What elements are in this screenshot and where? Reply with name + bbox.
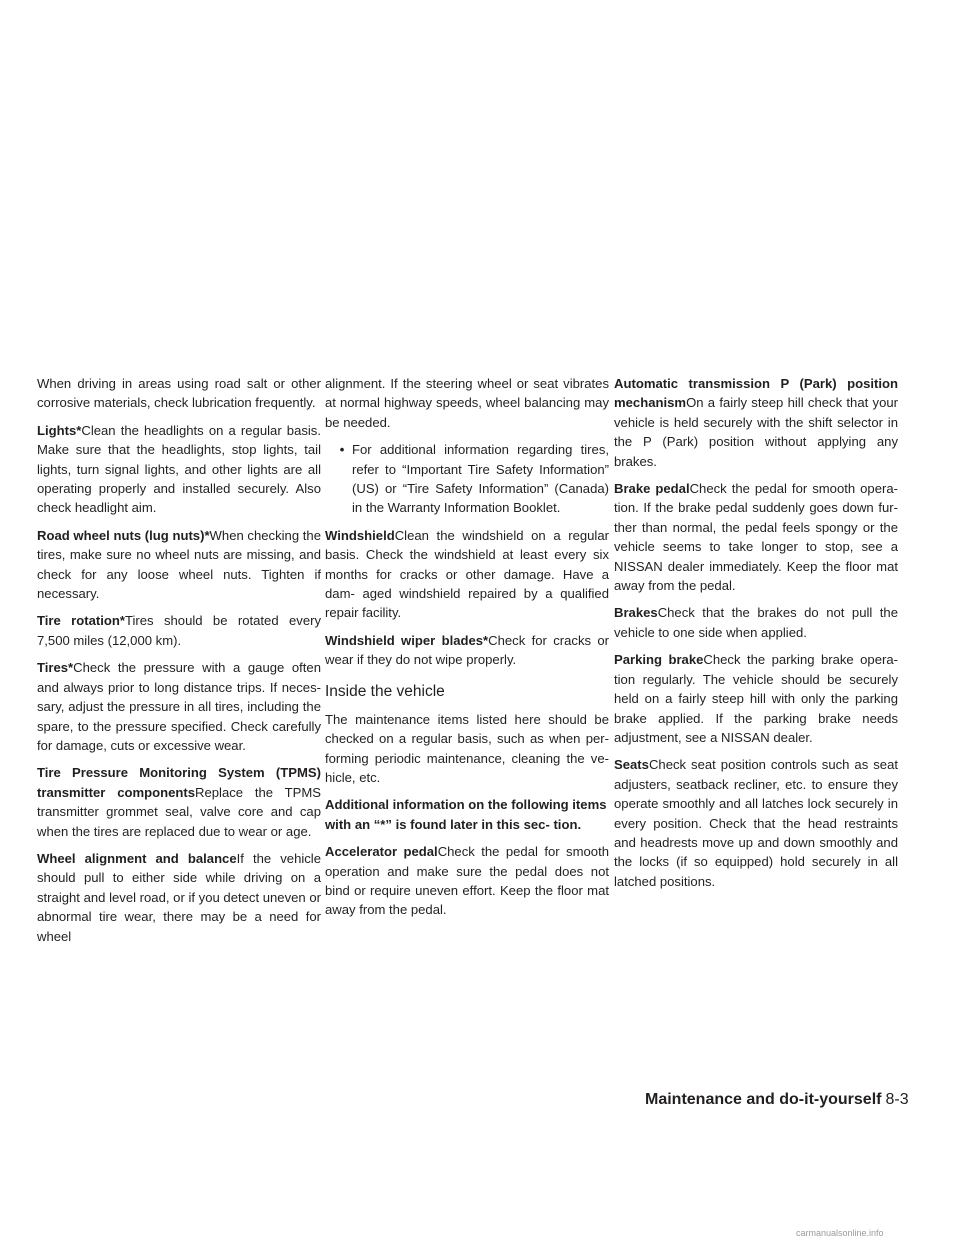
section-heading: Inside the vehicle bbox=[325, 682, 445, 700]
term-label: Road wheel nuts (lug nuts)* bbox=[37, 527, 210, 543]
term-body: Check the pedal for smooth operation and make sure the pedal does not bind or require uneven effort. Keep the floor mat away from the pedal. bbox=[325, 844, 609, 918]
item-wiper-blades bbox=[325, 631, 609, 670]
bullet-item bbox=[325, 440, 609, 518]
term-label: Tire rotation* bbox=[37, 613, 125, 629]
term-body: Check the parking brake opera- tion regularly. The vehicle should be securely held on a fairly steep hill with only the parking brake applied. If the parking brake needs adjustment, see a NISSAN dealer. bbox=[614, 652, 898, 745]
item-road-wheel-nuts bbox=[37, 526, 321, 604]
term-label: Lights* bbox=[37, 422, 82, 438]
item-park-mechanism bbox=[614, 374, 898, 471]
term-body: On a fairly steep hill check that your vehicle is held securely with the shift selector in the P (Park) position without applying any brakes. bbox=[614, 395, 898, 469]
item-windshield bbox=[325, 526, 609, 623]
term-label: Seats bbox=[614, 757, 649, 773]
item-brake-pedal bbox=[614, 479, 898, 595]
column-left bbox=[37, 374, 321, 954]
term-label: Brakes bbox=[614, 605, 658, 621]
page-footer bbox=[645, 1090, 925, 1110]
intro-paragraph: When driving in areas using road salt or other corrosive materials, check lubrication frequently. bbox=[37, 376, 321, 411]
item-wheel-alignment bbox=[37, 849, 321, 946]
term-body: If the vehicle should pull to either side while driving on a straight and level road, or if you detect uneven or abnormal tire wear, there may be a need for wheel bbox=[37, 850, 322, 944]
bullet-text: For additional information regarding tires, refer to “Important Tire Safety Information” (US) or “Tire Safety Information” (Canada) in the Warranty Information Booklet. bbox=[352, 442, 609, 516]
item-tire-rotation bbox=[37, 611, 321, 650]
item-tires bbox=[37, 658, 321, 755]
term-label: Windshield bbox=[325, 527, 395, 543]
term-body: Check that the brakes do not pull the vehicle to one side when applied. bbox=[614, 605, 898, 640]
item-lights bbox=[37, 421, 321, 518]
item-seats bbox=[614, 755, 898, 891]
column-middle bbox=[325, 374, 609, 928]
term-label: Tires* bbox=[37, 660, 74, 676]
section-intro-paragraph: The maintenance items listed here should be checked on a regular basis, such as when per- forming periodic maintenance, cleaning the ve- hicle, etc. bbox=[325, 711, 609, 785]
continuation-paragraph: alignment. If the steering wheel or seat vibrates at normal highway speeds, wheel balancing may be needed. bbox=[325, 376, 609, 430]
term-body: Tires should be rotated every 7,500 miles (12,000 km). bbox=[37, 613, 322, 648]
term-body: Check the pressure with a gauge often and always prior to long distance trips. If neces- sary, adjust the pressure in all tires, including the spare, to the pressure specified. Check carefully for damage, cuts or excessive wear. bbox=[37, 660, 321, 753]
term-label: Automatic transmission P (Park) position mechanism bbox=[614, 376, 898, 411]
footer-page-number: 8-3 bbox=[885, 1091, 909, 1108]
footer-section-title: Maintenance and do-it-yourself bbox=[645, 1091, 882, 1108]
bold-note: Additional information on the following items with an “*” is found later in this sec- tion. bbox=[325, 797, 607, 832]
term-label: Tire Pressure Monitoring System (TPMS) transmitter components bbox=[37, 765, 321, 800]
term-label: Accelerator pedal bbox=[325, 844, 438, 860]
term-body: Check seat position controls such as seat adjusters, seatback recliner, etc. to ensure they operate smoothly and all latches lock securely in every position. Check that the head restraints and headrests move up and down smoothly and the locks (if so equipped) hold securely in all latched positions. bbox=[614, 757, 898, 889]
term-body: When checking the tires, make sure no wheel nuts are missing, and check for any loose wheel nuts. Tighten if necessary. bbox=[37, 527, 321, 602]
column-right bbox=[614, 374, 898, 899]
item-brakes bbox=[614, 603, 898, 642]
term-body: Replace the TPMS transmitter grommet seal, valve core and cap when the tires are replaced due to wear or age. bbox=[37, 784, 321, 839]
watermark-text: carmanualsonline.info bbox=[796, 1228, 884, 1238]
term-label: Brake pedal bbox=[614, 481, 690, 497]
item-tpms bbox=[37, 763, 321, 841]
term-label: Parking brake bbox=[614, 652, 704, 668]
term-label: Windshield wiper blades* bbox=[325, 632, 489, 648]
term-body: Clean the headlights on a regular basis. Make sure that the headlights, stop lights, tail lights, turn signal lights, and other lights are all operating properly and installed securely. Also check headlight aim. bbox=[37, 422, 321, 516]
bullet-icon: • bbox=[339, 442, 345, 458]
term-body: Check the pedal for smooth opera- tion. If the brake pedal suddenly goes down fur- ther than normal, the pedal feels spongy or the vehicle seems to take longer to stop, see a NISSAN dealer immediately. Keep the floor mat away from the pedal. bbox=[614, 481, 898, 594]
item-parking-brake bbox=[614, 650, 898, 747]
item-accelerator-pedal bbox=[325, 842, 609, 920]
term-body: Check for cracks or wear if they do not wipe properly. bbox=[325, 632, 610, 668]
term-body: Clean the windshield on a regular basis. Check the windshield at least every six months for cracks or other damage. Have a dam- aged windshield repaired by a qualified repair facility. bbox=[325, 527, 609, 621]
term-label: Wheel alignment and balance bbox=[37, 850, 237, 866]
